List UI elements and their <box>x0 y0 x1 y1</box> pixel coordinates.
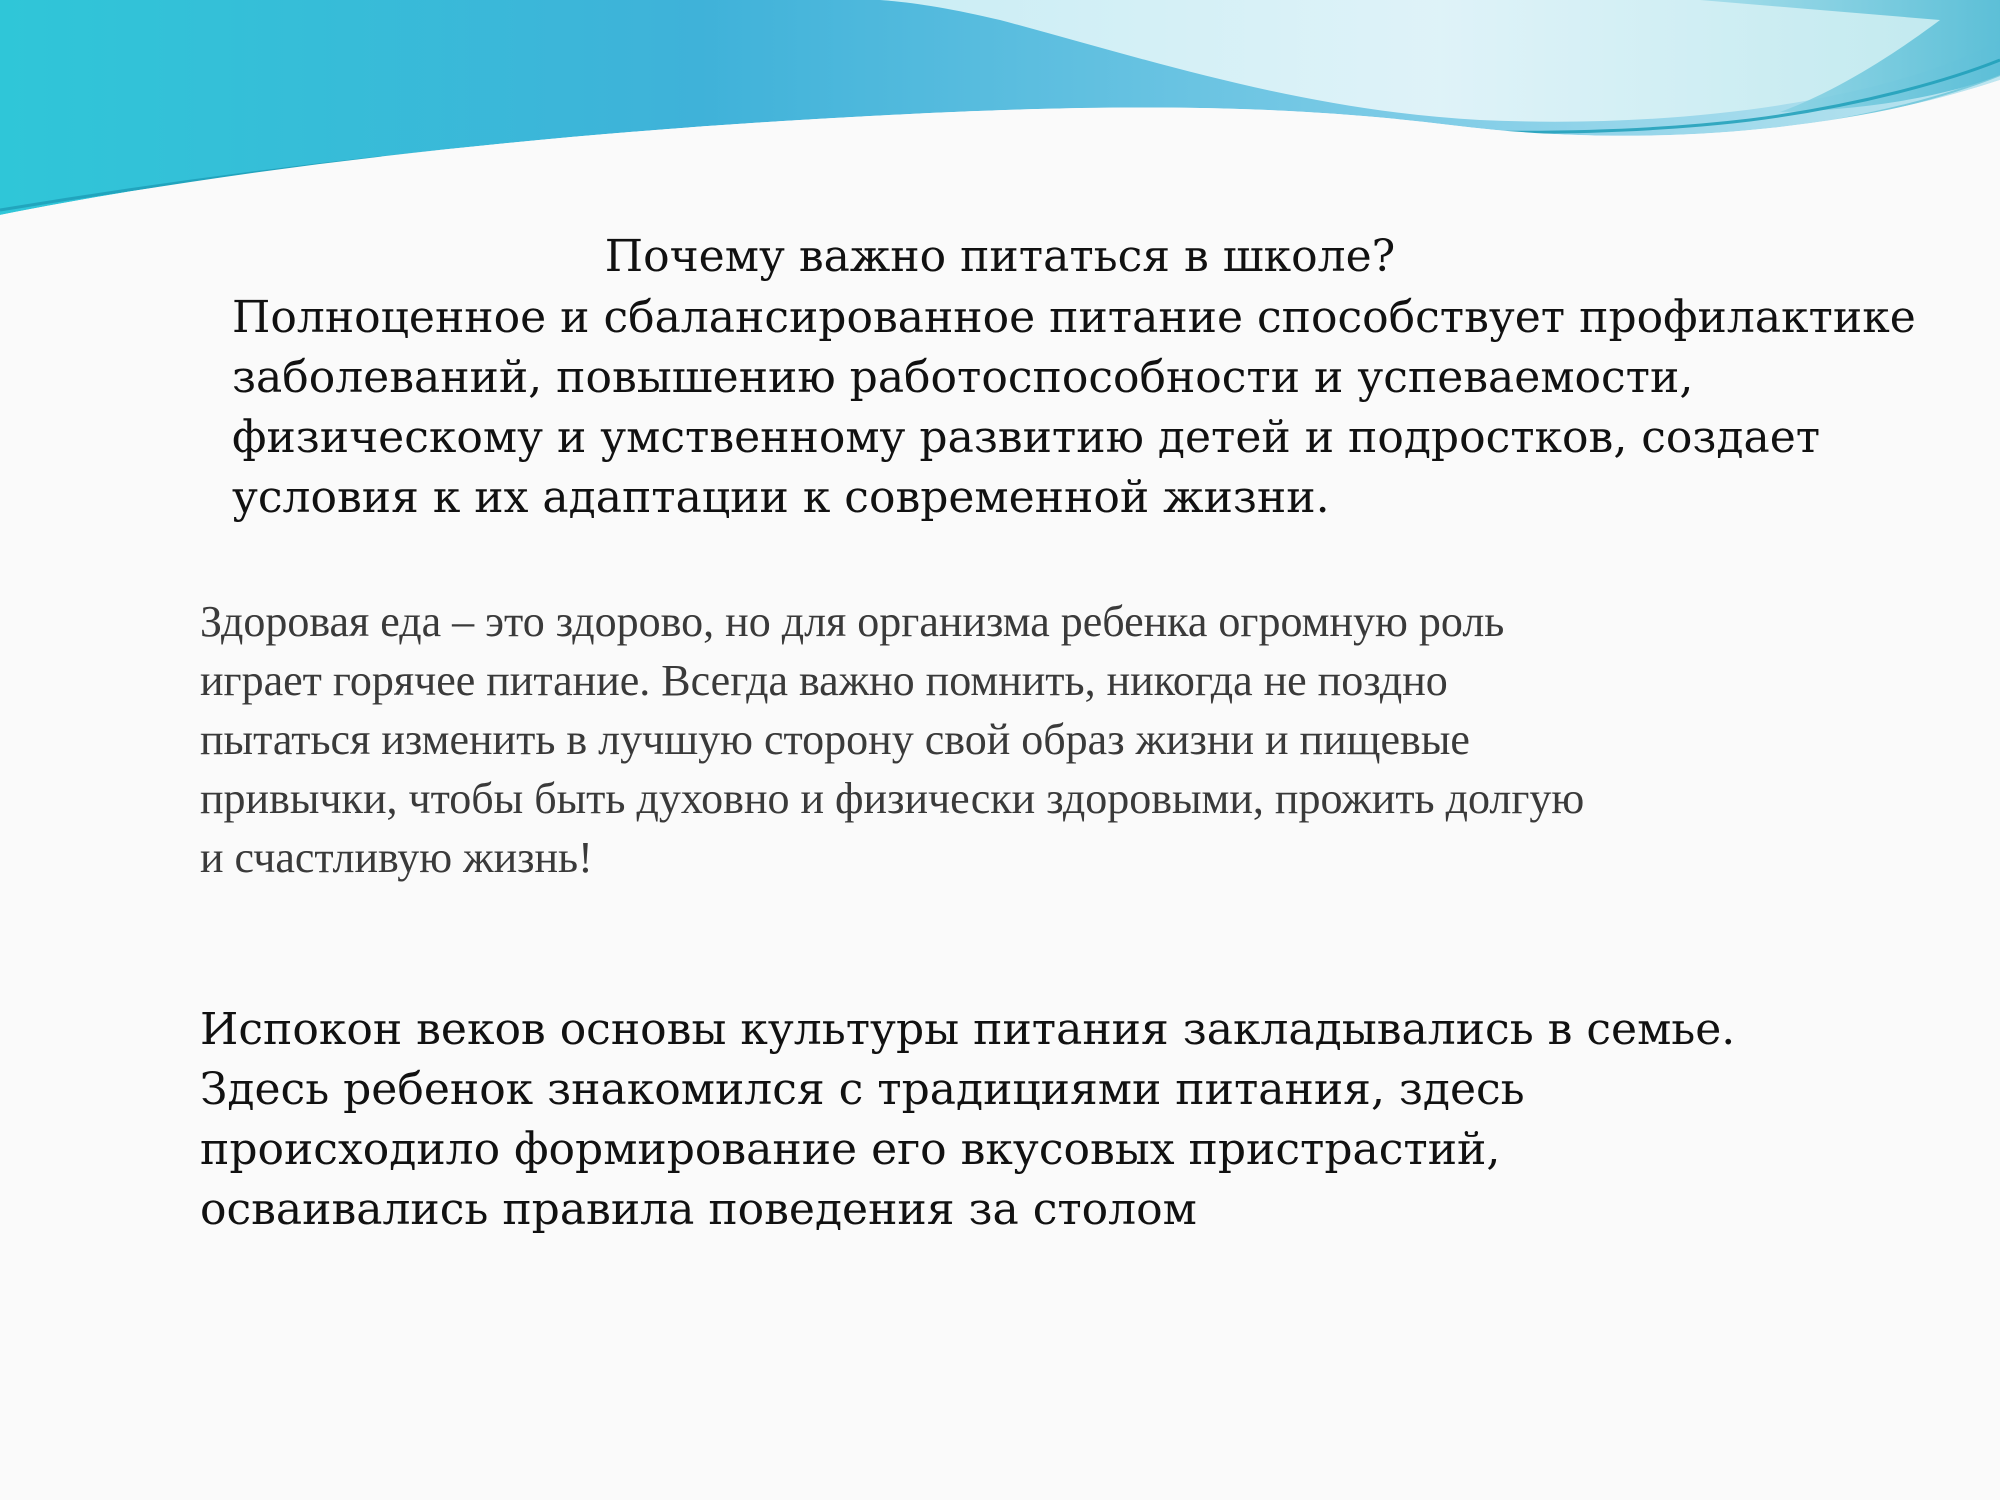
intro-line: физическому и умственному развитию детей и подростков, создает <box>232 412 1821 463</box>
family-line: осваивались правила поведения за столом <box>200 1184 1197 1235</box>
intro-paragraph <box>232 288 1916 528</box>
healthy-line: Здоровая еда – это здорово, но для организма ребенка огромную роль <box>200 597 1505 646</box>
healthy-line: пытаться изменить в лучшую сторону свой образ жизни и пищевые <box>200 715 1470 764</box>
healthy-line: играет горячее питание. Всегда важно помнить, никогда не поздно <box>200 656 1448 705</box>
family-line: Здесь ребенок знакомился с традициями питания, здесь <box>200 1064 1525 1115</box>
intro-line: Полноценное и сбалансированное питание способствует профилактике <box>232 292 1916 343</box>
healthy-food-paragraph <box>200 592 1800 887</box>
wave-header-decoration <box>0 0 2000 240</box>
slide-title <box>0 228 2000 286</box>
family-line: происходило формирование его вкусовых пристрастий, <box>200 1124 1501 1175</box>
family-line: Испокон веков основы культуры питания закладывались в семье. <box>200 1004 1736 1055</box>
intro-line: условия к их адаптации к современной жизни. <box>232 472 1330 523</box>
intro-line: заболеваний, повышению работоспособности и успеваемости, <box>232 352 1694 403</box>
slide-title-text: Почему важно питаться в школе? <box>604 231 1396 282</box>
healthy-line: привычки, чтобы быть духовно и физически здоровыми, прожить долгую <box>200 774 1585 823</box>
family-culture-paragraph <box>200 1000 1820 1240</box>
healthy-line: и счастливую жизнь! <box>200 833 593 882</box>
